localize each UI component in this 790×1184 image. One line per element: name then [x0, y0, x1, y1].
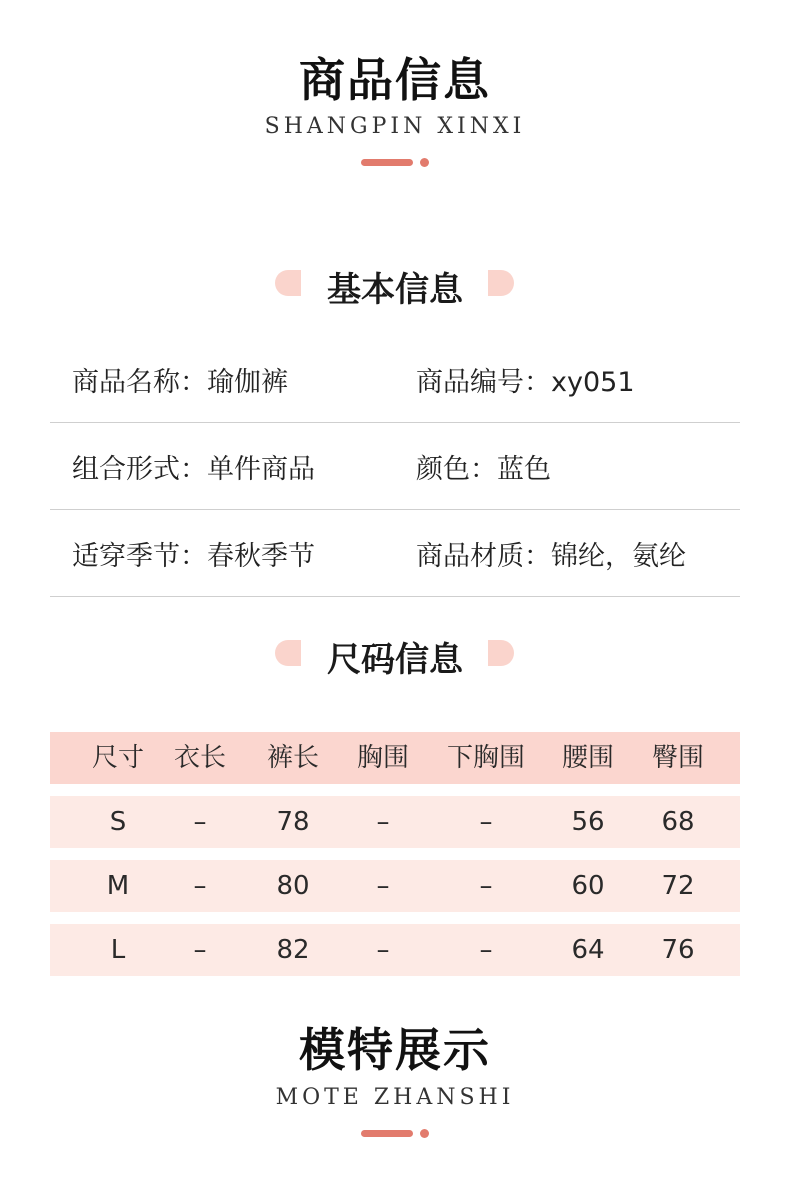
size-cell: – — [376, 935, 390, 965]
heading-right-ornament — [488, 640, 514, 666]
title-underline-pill — [361, 159, 413, 166]
size-cell: 82 — [276, 935, 310, 965]
size-cell: 72 — [661, 871, 695, 901]
info-row — [50, 510, 740, 597]
size-cell: 56 — [571, 807, 605, 837]
model-section-title: 模特展示 — [299, 1023, 491, 1077]
info-season: 适穿季节：春秋季节 — [72, 541, 315, 572]
title-underline-pill — [361, 1130, 413, 1137]
size-cell: – — [193, 807, 207, 837]
title-underline-dot — [420, 1129, 429, 1138]
table-row — [50, 796, 740, 848]
column-header: 胸围 — [356, 743, 409, 773]
size-info-heading: 尺码信息 — [327, 640, 463, 680]
info-color: 颜色：蓝色 — [416, 454, 551, 485]
size-cell: – — [479, 871, 493, 901]
size-cell: 80 — [276, 871, 310, 901]
size-cell: – — [479, 807, 493, 837]
info-product-name: 商品名称：瑜伽裤 — [72, 367, 288, 398]
size-cell: 78 — [276, 807, 310, 837]
column-header: 尺寸 — [91, 743, 144, 773]
size-table-header — [50, 732, 740, 784]
size-cell: 68 — [661, 807, 695, 837]
column-header: 裤长 — [266, 743, 319, 773]
column-header: 衣长 — [173, 743, 226, 773]
page-title: 商品信息 — [299, 53, 491, 107]
info-combination: 组合形式：单件商品 — [72, 454, 315, 485]
heading-right-ornament — [488, 270, 514, 296]
column-header: 下胸围 — [446, 743, 525, 773]
info-material: 商品材质：锦纶，氨纶 — [416, 541, 686, 572]
column-header: 腰围 — [561, 743, 614, 773]
info-row — [50, 423, 740, 510]
model-section-subtitle: MOTE ZHANSHI — [275, 1085, 515, 1110]
column-header: 臀围 — [651, 743, 704, 773]
size-cell: 64 — [571, 935, 605, 965]
size-cell: – — [376, 807, 390, 837]
size-cell: – — [376, 871, 390, 901]
size-cell: L — [110, 935, 126, 965]
size-cell: S — [109, 807, 127, 837]
size-cell: – — [479, 935, 493, 965]
table-row — [50, 924, 740, 976]
size-cell: M — [106, 871, 130, 901]
size-cell: – — [193, 935, 207, 965]
info-product-code: 商品编号：xy051 — [416, 367, 635, 398]
size-cell: 76 — [661, 935, 695, 965]
title-underline-dot — [420, 158, 429, 167]
table-row — [50, 860, 740, 912]
basic-info-heading: 基本信息 — [327, 270, 463, 310]
size-cell: – — [193, 871, 207, 901]
info-row — [50, 336, 740, 423]
size-cell: 60 — [571, 871, 605, 901]
page-subtitle: SHANGPIN XINXI — [264, 114, 526, 139]
